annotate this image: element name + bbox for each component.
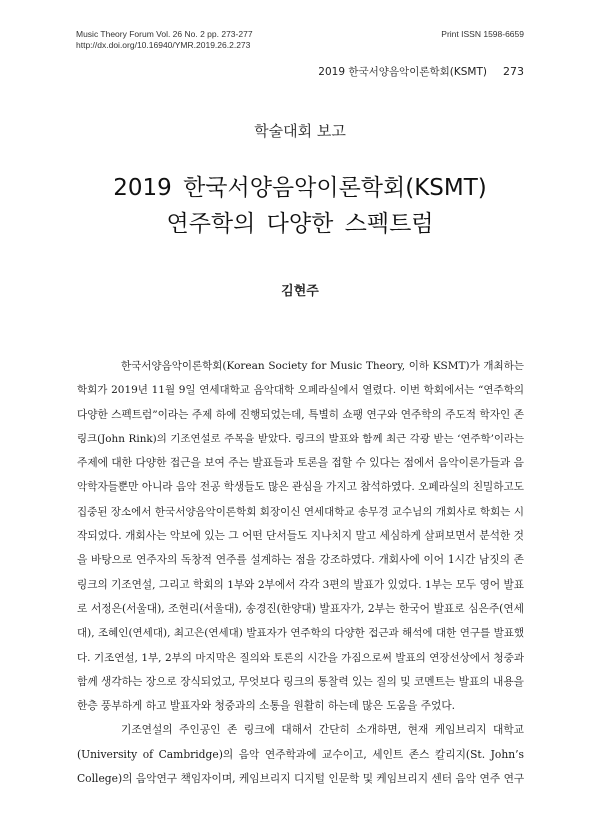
body-line: 악학자들뿐만 아니라 음악 전공 학생들도 많은 관심을 가지고 참석하였다. 오페라실의 친밀하고도 [77, 481, 524, 494]
journal-citation: Music Theory Forum Vol. 26 No. 2 pp. 273-277 [76, 29, 253, 39]
body-line: 링크(John Rink)의 기조연설로 주목을 받았다. 링크의 발표와 함께 최근 각광 받는 ‘연주학’이라는 [77, 432, 524, 445]
article-category: 학술대회 보고 [254, 122, 346, 140]
body-line: 을 바탕으로 연주자의 독창적 연주를 설계하는 점을 강조하였다. 개회사에 이어 1시간 남짓의 존 [77, 553, 524, 567]
body-line: 한층 풍부하게 하고 발표자와 청중과의 소통을 원활히 하는데 많은 도움을 주었다. [77, 699, 456, 713]
running-head [318, 64, 524, 79]
author-name: 김현주 [281, 284, 319, 299]
issn-label: Print ISSN 1598-6659 [441, 29, 524, 39]
page-number: 273 [503, 65, 524, 78]
body-line: 로 서정은(서울대), 조현리(서울대), 송경진(한양대) 발표자가, 2부는 한국어 발표로 심은주(연세 [77, 601, 524, 615]
body-line: (University of Cambridge)의 음악 연주학과에 교수이고, 세인트 존스 칼리지(St. John’s [77, 747, 524, 761]
running-title: 2019 한국서양음악이론학회(KSMT) [318, 66, 487, 78]
body-line: 한국서양음악이론학회(Korean Society for Music Theory, 이하 KSMT)가 개최하는 [121, 360, 524, 372]
body-text [77, 354, 524, 791]
body-line: 주제에 대한 다양한 접근을 보여 주는 발표들과 토론을 접할 수 있다는 점에서 음악이론가들과 음 [77, 456, 524, 470]
body-line: 함께 생각하는 장으로 장식되었고, 무엇보다 링크의 통찰력 있는 질의 및 코멘트는 발표의 내용을 [77, 674, 524, 688]
body-line: 다양한 스펙트럼”이라는 주제 하에 진행되었는데, 특별히 쇼팽 연구와 연주학의 주도적 학자인 존 [77, 408, 524, 421]
body-line: College)의 음악연구 책임자이며, 케임브리지 디지털 인문학 및 케임브리지 센터 음악 연주 연구 [77, 772, 524, 786]
title-line-1: 2019 한국서양음악이론학회(KSMT) [113, 175, 487, 201]
body-line: 집중된 장소에서 한국서양음악이론학회 회장이신 연세대학교 송무경 교수님의 개회사로 학회는 시 [77, 505, 524, 518]
doi-link[interactable]: http://dx.doi.org/10.16940/YMR.2019.26.2.273 [76, 40, 251, 50]
body-line: 다. 기조연설, 1부, 2부의 마지막은 질의와 토론의 시간을 가짐으로써 발표의 연장선상에서 청중과 [77, 651, 524, 664]
body-line: 기조연설의 주인공인 존 링크에 대해서 간단히 소개하면, 현재 케임브리지 대학교 [121, 723, 524, 737]
journal-meta [76, 29, 253, 51]
body-line: 학회가 2019년 11월 9일 연세대학교 음악대학 오페라실에서 열렸다. 이번 학회에서는 “연주학의 [77, 384, 524, 397]
title-line-2: 연주학의 다양한 스펙트럼 [166, 211, 434, 237]
body-line: 대), 조혜인(연세대), 최고은(연세대) 발표자가 연주학의 다양한 접근과 해석에 대한 연구를 발표했 [77, 627, 524, 640]
article-title [0, 170, 600, 242]
body-line: 링크의 기조연설, 그리고 학회의 1부와 2부에서 각각 3편의 발표가 있었다. 1부는 모두 영어 발표 [77, 578, 524, 591]
body-line: 작되었다. 개회사는 악보에 있는 그 어떤 단서들도 지나치지 말고 세심하게 살펴보면서 분석한 것 [77, 529, 524, 543]
